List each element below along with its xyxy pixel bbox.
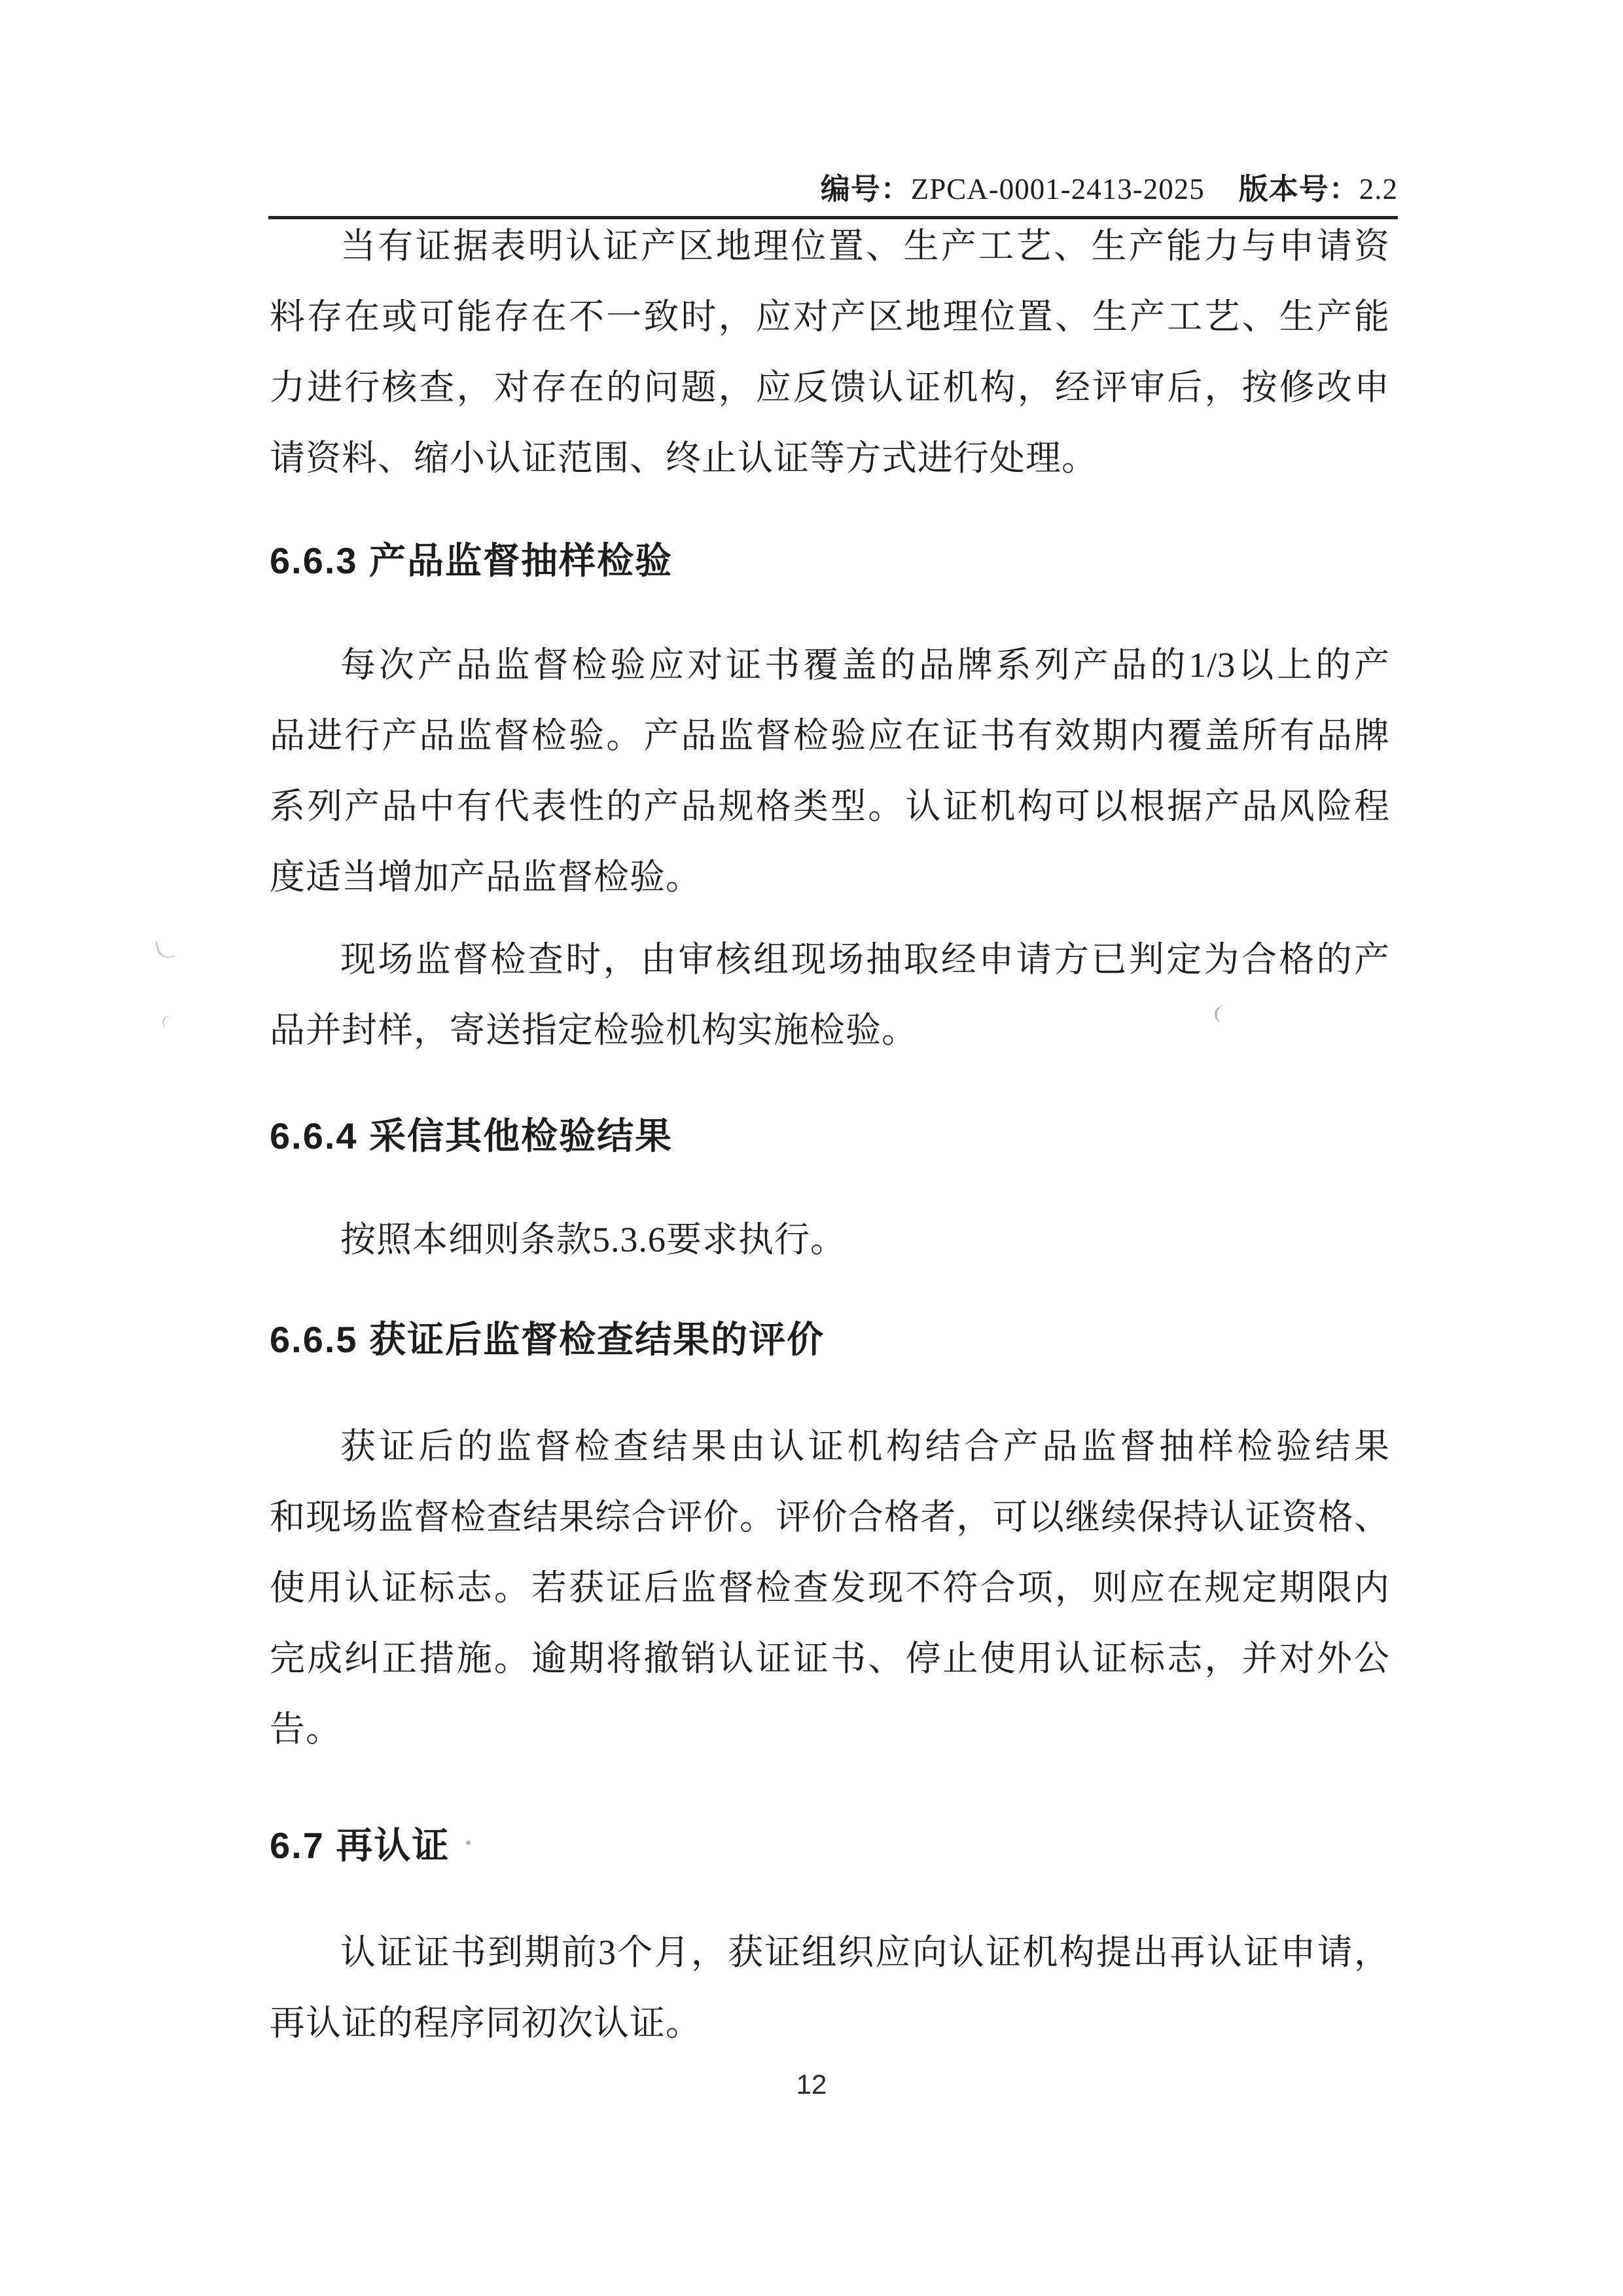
page-header (821, 169, 1398, 209)
paragraph-line: 使用认证标志。若获证后监督检查发现不符合项，则应在规定期限内 (270, 1568, 1390, 1607)
paragraph (270, 1411, 1390, 1765)
paragraph-line: 获证后的监督检查结果由认证机构结合产品监督抽样检验结果 (340, 1427, 1390, 1466)
paragraph-line: 认证证书到期前3个月，获证组织应向认证机构提出再认证申请， (340, 1933, 1390, 1972)
paragraph-line: 完成纠正措施。逾期将撤销认证证书、停止使用认证标志，并对外公 (270, 1639, 1390, 1678)
paragraph-line: 再认证的程序同初次认证。 (270, 2003, 702, 2043)
paragraph-line: 品并封样，寄送指定检验机构实施检验。 (270, 1011, 918, 1050)
paragraph-line: 和现场监督检查结果综合评价。评价合格者，可以继续保持认证资格、 (270, 1498, 1390, 1537)
section-heading-67: 6.7 再认证 (270, 1825, 450, 1866)
paragraph-line: 请资料、缩小认证范围、终止认证等方式进行处理。 (270, 439, 1097, 478)
paragraph (270, 1917, 1390, 2058)
section-heading-663: 6.6.3 产品监督抽样检验 (270, 540, 673, 581)
paragraph-line: 按照本细则条款5.3.6要求执行。 (340, 1220, 846, 1259)
paragraph-line: 告。 (270, 1710, 342, 1749)
paragraph-line: 系列产品中有代表性的产品规格类型。认证机构可以根据产品风险程 (270, 787, 1390, 826)
version-number: 2.2 (1359, 173, 1398, 206)
paragraph-line: 当有证据表明认证产区地理位置、生产工艺、生产能力与申请资 (340, 226, 1390, 266)
section-heading-664: 6.6.4 采信其他检验结果 (270, 1115, 673, 1157)
paragraph-line: 现场监督检查时，由审核组现场抽取经申请方已判定为合格的产 (340, 940, 1390, 979)
paragraph-line: 每次产品监督检验应对证书覆盖的品牌系列产品的1/3以上的产 (340, 645, 1390, 685)
scan-artifact (160, 1014, 177, 1030)
paragraph (270, 211, 1390, 493)
paragraph-line: 度适当增加产品监督检验。 (270, 857, 702, 897)
page-number: 12 (796, 2069, 827, 2100)
paragraph (270, 630, 1390, 912)
scan-artifact (155, 939, 175, 961)
doc-number: ZPCA-0001-2413-2025 (910, 173, 1205, 206)
paragraph-line: 力进行核查，对存在的问题，应反馈认证机构，经评审后，按修改申 (270, 368, 1390, 407)
section-heading-665: 6.6.5 获证后监督检查结果的评价 (270, 1319, 825, 1360)
paragraph-line: 料存在或可能存在不一致时，应对产区地理位置、生产工艺、生产能 (270, 297, 1390, 336)
version-label: 版本号： (1238, 172, 1359, 206)
doc-number-label: 编号： (820, 172, 911, 206)
paragraph-line: 品进行产品监督检验。产品监督检验应在证书有效期内覆盖所有品牌 (270, 716, 1390, 755)
paragraph (270, 924, 1390, 1066)
paragraph (270, 1204, 1390, 1275)
